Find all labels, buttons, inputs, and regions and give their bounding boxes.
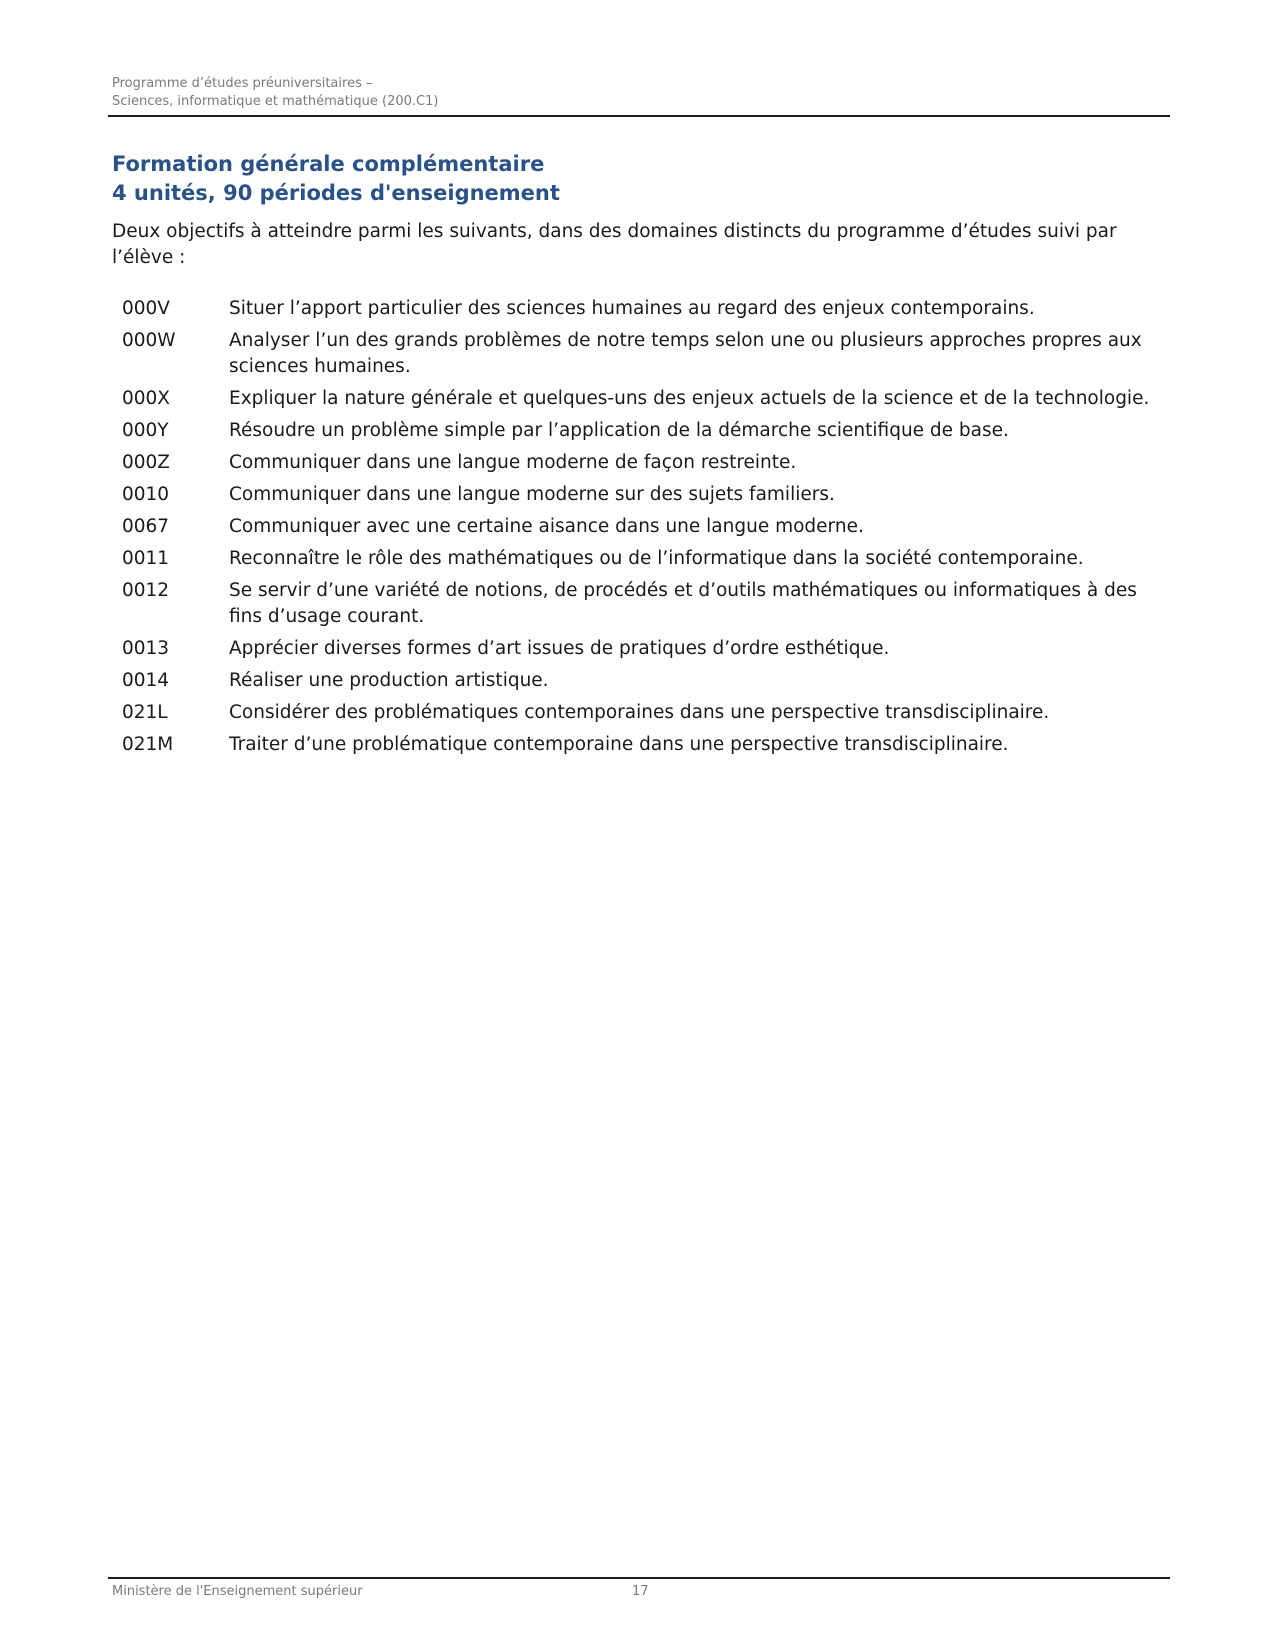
objective-item (112, 546, 1172, 572)
section-title: Formation générale complémentaire (112, 152, 545, 176)
objective-text: Communiquer dans une langue moderne de façon restreinte. (229, 452, 797, 473)
objective-item (112, 700, 1172, 726)
intro-paragraph: Deux objectifs à atteindre parmi les suivants, dans des domaines distincts du programme d’études suivi par l’élève : (112, 221, 1117, 268)
objective-code: 0011 (122, 548, 170, 569)
objective-item (112, 668, 1172, 694)
objective-code: 0013 (122, 638, 170, 659)
objectives-list (112, 296, 1172, 764)
objective-code: 0014 (122, 670, 170, 691)
objective-text: Considérer des problématiques contemporaines dans une perspective transdisciplinaire. (229, 702, 1050, 723)
objective-code: 0067 (122, 516, 170, 537)
running-header-line-2: Sciences, informatique et mathématique (200.C1) (112, 94, 439, 109)
running-header-line-1: Programme d’études préuniversitaires – (112, 76, 373, 91)
objective-text: Situer l’apport particulier des sciences humaines au regard des enjeux contemporains. (229, 298, 1035, 319)
objective-text: Expliquer la nature générale et quelques-uns des enjeux actuels de la science et de la technologie. (229, 388, 1150, 409)
objective-text: Apprécier diverses formes d’art issues de pratiques d’ordre esthétique. (229, 638, 890, 659)
objective-code: 000Z (122, 452, 170, 473)
objective-item (112, 732, 1172, 758)
objective-text: Réaliser une production artistique. (229, 670, 549, 691)
objective-item (112, 482, 1172, 508)
objective-code: 021M (122, 734, 174, 755)
objective-item (112, 296, 1172, 322)
objective-code: 000W (122, 330, 176, 351)
objective-text: Résoudre un problème simple par l’application de la démarche scientifique de base. (229, 420, 1009, 441)
objective-text: Se servir d’une variété de notions, de procédés et d’outils mathématiques ou informatiques à des fins d’usage courant. (229, 580, 1137, 627)
objective-code: 021L (122, 702, 168, 723)
objective-item (112, 578, 1172, 630)
footer-publisher: Ministère de l'Enseignement supérieur (112, 1584, 363, 1599)
objective-code: 000Y (122, 420, 169, 441)
objective-text: Reconnaître le rôle des mathématiques ou de l’informatique dans la société contemporaine. (229, 548, 1084, 569)
page-number: 17 (632, 1584, 649, 1599)
objective-item (112, 328, 1172, 380)
running-header (112, 75, 1170, 111)
objective-item (112, 418, 1172, 444)
objective-item (112, 450, 1172, 476)
objective-code: 0012 (122, 580, 170, 601)
objective-code: 000V (122, 298, 170, 319)
footer-divider (108, 1577, 1170, 1579)
objective-item (112, 636, 1172, 662)
objective-text: Communiquer avec une certaine aisance dans une langue moderne. (229, 516, 864, 537)
objective-code: 0010 (122, 484, 170, 505)
objective-code: 000X (122, 388, 170, 409)
objective-text: Analyser l’un des grands problèmes de notre temps selon une ou plusieurs approches propres aux sciences humaines. (229, 330, 1142, 377)
header-divider (108, 115, 1170, 117)
objective-item (112, 386, 1172, 412)
section-heading (112, 150, 1172, 208)
section-subtitle: 4 unités, 90 périodes d'enseignement (112, 181, 560, 205)
objective-text: Traiter d’une problématique contemporaine dans une perspective transdisciplinaire. (229, 734, 1009, 755)
objective-item (112, 514, 1172, 540)
objective-text: Communiquer dans une langue moderne sur des sujets familiers. (229, 484, 835, 505)
